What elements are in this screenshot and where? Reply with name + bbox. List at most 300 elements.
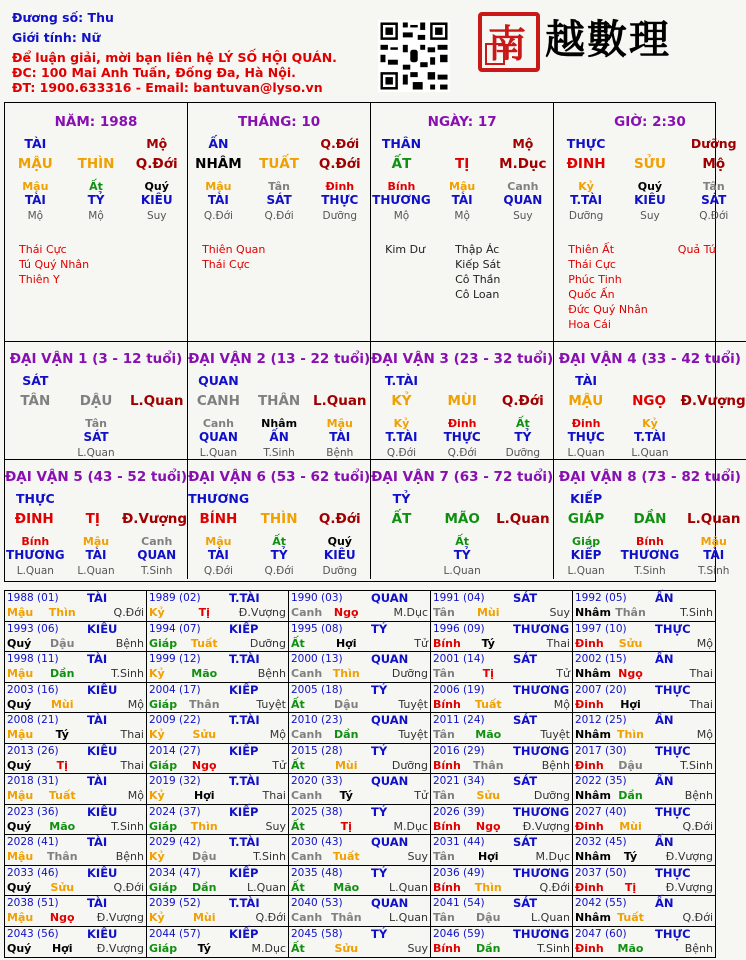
pillar-main: Mộ [702,156,726,172]
year-label: 2047 (60) [575,927,627,940]
year-stem: Ất [291,819,305,833]
year-stem: Nhâm [575,606,611,619]
year-cell [147,652,289,683]
ten-god-row [371,430,553,445]
year-branch: Sửu [334,941,359,955]
pillar-title: NĂM: 1988 [54,114,138,130]
year-stem: Ất [291,697,305,711]
year-cell [573,744,715,775]
pillar-top [249,135,310,153]
year-ten-god: TÀI [87,652,108,666]
year-cell [431,866,573,897]
growth-stage-row [554,445,745,461]
year-cell [573,713,715,744]
pillar-top: Dưỡng [690,136,737,151]
year-cell [5,591,147,622]
dai-van-title: ĐẠI VẬN 6 (53 - 62 tuổi) [188,469,371,485]
year-ten-god: THƯƠNG [513,621,570,636]
pillar-title: THÁNG: 10 [237,114,321,130]
ten-god [371,548,432,563]
year-label: 1991 (04) [433,592,485,604]
year-detail [575,911,713,924]
year-stage: Bệnh [684,941,713,955]
year-cell [289,927,431,958]
year-ten-god: SÁT [513,591,538,605]
dai-van-main: Q.Đới [501,393,544,409]
hidden-stem: Đinh [571,417,601,430]
hidden-stem [493,535,554,548]
year-detail [7,728,144,741]
growth-stage: L.Quan [16,565,54,577]
dai-van-main: THÌN [260,511,298,527]
hidden-stem: Bính [387,180,416,193]
hidden-stem: Tân [268,180,291,193]
year-stem: Đinh [575,941,604,955]
year-detail [575,850,713,863]
year-stage: Dưỡng [391,758,428,772]
hidden-stem: Đinh [447,417,477,430]
year-stage: Mộ [696,636,713,650]
ten-god: THỰC [443,430,481,444]
year-label: 2038 (51) [7,897,59,909]
year-detail [433,881,570,894]
year-branch: Ngọ [333,606,359,619]
year-stem: Tân [433,606,455,619]
year-branch: Thìn [332,667,360,680]
year-branch: Dậu [334,697,359,711]
year-stage: Tử [556,667,570,680]
year-label: 2006 (19) [433,683,485,696]
pillar-cell [554,103,745,342]
year-branch: Thân [615,606,646,619]
year-stage: Mộ [127,697,144,711]
ten-god-row [188,193,370,208]
year-label: 2033 (46) [7,866,59,879]
year-ten-god: THỰC [655,743,691,758]
year-stage: Tử [414,636,428,650]
year-detail [433,759,570,772]
growth-stage: Bệnh [326,447,354,459]
ten-god-row [554,193,745,208]
year-branch: Dần [50,667,75,680]
year-stem: Quý [7,941,32,955]
ten-god: KIÊU [140,193,173,207]
brand-logo: 越數理 [545,16,671,63]
growth-stage-row [554,208,745,224]
year-detail [7,789,144,802]
pillar-main: THÌN [77,156,115,172]
growth-stage: Mộ [88,210,104,222]
year-ten-god: TỶ [371,682,388,697]
year-cell [147,774,289,805]
dai-van-title: ĐẠI VẬN 5 (43 - 52 tuổi) [5,469,188,485]
year-label: 2001 (14) [433,653,485,665]
ten-god: T.TÀI [633,430,666,444]
year-detail [149,728,286,741]
year-branch: Dần [334,728,359,741]
year-stem: Đinh [575,880,604,894]
year-branch: Sửu [618,636,643,650]
growth-stage-row [371,445,553,461]
ten-god [493,548,554,563]
pillar-top: ẤN [208,136,229,151]
year-ten-god: SÁT [513,652,538,666]
year-stem: Canh [291,850,323,863]
year-detail [7,911,144,924]
star-item: Quốc Ấn [568,288,615,301]
year-ten-god: THƯƠNG [513,743,570,758]
star-column [455,242,501,302]
year-branch: Mùi [476,606,500,619]
hidden-stem: Tân [702,180,725,193]
year-branch: Thân [188,697,220,711]
dai-van-main: Đ.Vượng [122,511,188,527]
year-detail [149,759,286,772]
year-detail [7,850,144,863]
growth-stage: Mộ [393,210,410,222]
year-branch: Hợi [620,697,641,711]
dai-van-main: MẬU [568,393,604,409]
year-cell [289,774,431,805]
year-label: 2044 (57) [149,927,201,940]
pillar-top: TÀI [24,136,47,151]
year-stage: Dưỡng [533,789,570,802]
year-stem: Giáp [149,697,178,711]
ten-god: KIÊU [634,193,666,207]
year-cell [431,652,573,683]
year-stage: T.Sinh [111,819,144,833]
year-stage: Đ.Vượng [238,606,286,619]
dai-van-main-row [188,508,370,530]
year-label: 2026 (39) [433,805,485,818]
dai-van-main: ẤT [391,511,412,527]
year-branch: Sửu [192,728,217,741]
year-ten-god: THỰC [655,926,691,941]
year-ten-god: KIẾP [229,804,259,819]
dai-van-cell [5,342,188,460]
year-label: 1996 (09) [433,622,485,635]
year-cell [5,927,147,958]
pillar-cell [5,103,188,342]
year-stem: Kỷ [149,667,165,680]
year-stem: Kỷ [149,911,165,924]
pillar-top: Q.Đới [320,136,360,151]
year-ten-god: QUAN [371,652,409,666]
dai-van-top-row [188,490,370,508]
year-branch: Dần [192,880,217,894]
pillar-main-row [554,153,745,175]
year-ten-god: THƯƠNG [513,682,570,697]
star-item: Cô Loan [455,288,500,301]
year-stem: Kỷ [149,850,165,863]
growth-stage: Q.Đới [447,447,477,459]
hidden-stem: Ất [272,535,286,548]
growth-stage: T.Sinh [634,565,666,577]
dai-van-top-row [554,372,745,390]
pillar-main: Q.Đới [135,156,178,172]
dai-van-main: MÙI [447,393,477,409]
year-stage: Mộ [127,789,144,802]
year-cell [289,622,431,653]
year-stem: Mậu [7,850,34,863]
year-stage: Tuyệt [398,728,428,741]
hidden-stem: Quý [144,180,169,193]
year-detail [149,637,286,650]
qr-code-icon[interactable] [378,20,450,92]
year-ten-god: QUAN [371,591,409,605]
year-cell [147,896,289,927]
year-stem: Nhâm [575,667,611,680]
year-stem: Ất [291,636,305,650]
year-stem: Mậu [7,667,34,680]
dai-van-main: DẦN [633,511,667,527]
dai-van-main: THÂN [257,393,301,409]
year-detail [575,698,713,711]
dai-van-title: ĐẠI VẬN 1 (3 - 12 tuổi) [9,351,183,367]
year-detail [149,850,286,863]
dai-van-main: GIÁP [567,511,605,527]
growth-stage-row [188,208,370,224]
dai-van-main: BÍNH [199,511,238,527]
ten-god [126,430,187,445]
pillar-top [66,135,127,153]
year-label: 2019 (32) [149,775,201,787]
year-branch: Tuất [474,697,502,711]
dai-van-top-row [554,490,745,508]
year-stem: Đinh [575,636,604,650]
logo-stamp [478,12,540,72]
hidden-stem: Mậu [700,535,727,548]
growth-stage: L.Quan [199,447,237,459]
year-detail [433,820,570,833]
year-stage: Đ.Vượng [96,911,144,924]
pillar-main: MẬU [17,156,53,172]
ten-god: TÀI [207,548,229,562]
pillar-cell [188,103,371,342]
dai-van-main-row [5,390,187,412]
year-cell [573,622,715,653]
phone-email[interactable]: ĐT: 1900.633316 - Email: bantuvan@lyso.vn [12,80,323,95]
year-label: 2046 (59) [433,927,485,940]
growth-stage: Dưỡng [322,210,358,222]
growth-stage: T.Sinh [263,447,295,459]
year-stem: Quý [7,758,32,772]
year-label: 2037 (50) [575,866,627,879]
dai-van-title: ĐẠI VẬN 3 (23 - 32 tuổi) [371,351,554,367]
hidden-stem-row [554,180,745,193]
growth-stage-row [5,563,187,579]
year-ten-god: TỶ [371,743,388,758]
star-item: Phúc Tinh [568,273,622,286]
dai-van-main: L.Quan [129,393,184,409]
year-branch: Dậu [476,911,501,924]
year-stem: Quý [7,880,32,894]
growth-stage [126,445,187,461]
year-stem: Tân [433,667,455,680]
year-stem: Mậu [7,789,34,802]
year-label: 2003 (16) [7,683,59,696]
year-stage: Q.Đới [113,606,144,619]
pillar-top: THÂN [381,136,422,151]
hidden-stem: Kỷ [393,417,410,430]
year-stem: Canh [291,667,323,680]
year-label: 1997 (10) [575,622,627,635]
star-column [19,242,89,287]
year-branch: Dậu [50,636,75,650]
star-item: Thập Ác [455,243,500,256]
year-branch: Ngọ [49,911,75,924]
year-branch: Tý [623,850,638,863]
year-cell [573,652,715,683]
year-label: 2039 (52) [149,897,201,909]
year-detail [433,911,570,924]
pillar-cell [371,103,554,342]
star-item: Hoa Cái [568,318,611,331]
year-branch: Tị [624,880,637,894]
year-stem: Bính [433,819,461,833]
year-stem: Kỷ [149,789,165,802]
year-detail [575,942,713,955]
year-label: 2031 (44) [433,836,485,848]
year-ten-god: ẤN [655,652,674,666]
year-cell [431,835,573,866]
year-detail [291,759,428,772]
dai-van-cell [371,460,554,579]
year-stem: Giáp [149,819,178,833]
dai-van-cell [5,460,188,579]
dai-van-cell [188,460,371,579]
pillar-main-row [188,153,370,175]
pillar-main: SỬU [633,156,666,172]
pillar-title: NGÀY: 17 [427,114,497,130]
year-detail [149,911,286,924]
year-cell [431,774,573,805]
star-item: Thiên Quan [202,243,266,256]
year-ten-god: T.TÀI [229,713,260,727]
year-stage: M.Dục [535,850,570,863]
year-label: 2015 (28) [291,744,343,757]
ten-god: SÁT [266,193,292,207]
year-stage: Tuyệt [256,697,286,711]
dai-van-top: THỰC [16,491,55,506]
year-cell [289,866,431,897]
ten-god [5,430,66,445]
year-branch: Hợi [193,789,215,802]
year-label: 2035 (48) [291,866,343,879]
year-stage: L.Quan [531,911,570,924]
year-label: 1995 (08) [291,622,343,635]
star-item: Tú Quý Nhân [19,258,90,271]
year-cell [147,805,289,836]
year-detail [7,759,144,772]
year-cell [147,713,289,744]
year-stage: Mộ [269,728,286,741]
dai-van-top: SÁT [22,373,49,388]
growth-stage: L.Quan [77,565,115,577]
year-label: 1998 (11) [7,653,59,665]
year-stage: T.Sinh [680,606,713,619]
hidden-stem [371,535,432,548]
year-detail [433,789,570,802]
year-detail [149,667,286,680]
year-branch: Thìn [190,819,218,833]
star-list [385,242,553,302]
star-list [568,242,745,332]
year-ten-god: THƯƠNG [513,804,570,819]
growth-stage [493,563,554,579]
hidden-stem: Canh [507,180,539,193]
growth-stage: L.Quan [631,447,669,459]
year-label: 1989 (02) [149,592,201,604]
year-stem: Đinh [575,819,604,833]
ten-god: QUAN [198,430,238,444]
ten-god: KIÊU [323,548,356,562]
year-label: 2016 (29) [433,744,485,757]
year-stem: Giáp [149,758,178,772]
year-ten-god: THỰC [655,621,691,636]
year-ten-god: T.TÀI [229,896,260,910]
year-label: 2023 (36) [7,805,59,818]
pillar-title: GIỜ: 2:30 [614,114,686,130]
year-ten-god: KIÊU [87,682,118,697]
year-stage: Tuyệt [540,728,570,741]
year-stem: Bính [433,697,461,711]
year-cell [5,896,147,927]
year-label: 2030 (43) [291,836,343,848]
year-label: 2012 (25) [575,714,627,726]
dai-van-main: L.Quan [313,393,367,409]
dai-van-main-row [371,508,553,530]
pillar-main: TỊ [455,156,470,172]
hidden-stem-row [188,417,370,430]
growth-stage: T.Sinh [698,565,730,577]
year-stem: Nhâm [575,789,611,802]
year-cell [573,591,715,622]
year-cell [289,591,431,622]
year-cell [5,652,147,683]
year-label: 1994 (07) [149,622,201,635]
year-cell [5,683,147,714]
year-branch: Ngọ [475,819,501,833]
year-stage: T.Sinh [537,941,570,955]
year-label: 2036 (49) [433,866,485,879]
year-stage: Đ.Vượng [665,880,713,894]
header [0,0,720,100]
year-label: 2040 (53) [291,897,343,909]
dai-van-top: TÀI [575,373,598,388]
ten-god-row [371,193,553,208]
year-stem: Nhâm [575,850,611,863]
star-column [385,242,425,257]
dai-van-main: Q.Đới [318,511,361,527]
year-ten-god: KIÊU [87,865,118,880]
ten-god-row [554,548,745,563]
ten-god: THƯƠNG [6,548,65,562]
growth-stage: Dưỡng [322,565,358,577]
year-ten-god: SÁT [513,713,538,727]
dai-van-main: TÂN [20,393,51,409]
year-detail [149,698,286,711]
year-stage: Bệnh [257,667,286,680]
year-detail [433,606,570,619]
year-stage: T.Sinh [680,758,713,772]
ten-god-row [5,430,187,445]
ten-god: TÀI [85,548,107,562]
year-label: 2027 (40) [575,805,627,818]
year-branch: Mão [333,880,360,894]
pillar-main: Q.Đới [318,156,361,172]
growth-stage: Q.Đới [264,210,294,222]
